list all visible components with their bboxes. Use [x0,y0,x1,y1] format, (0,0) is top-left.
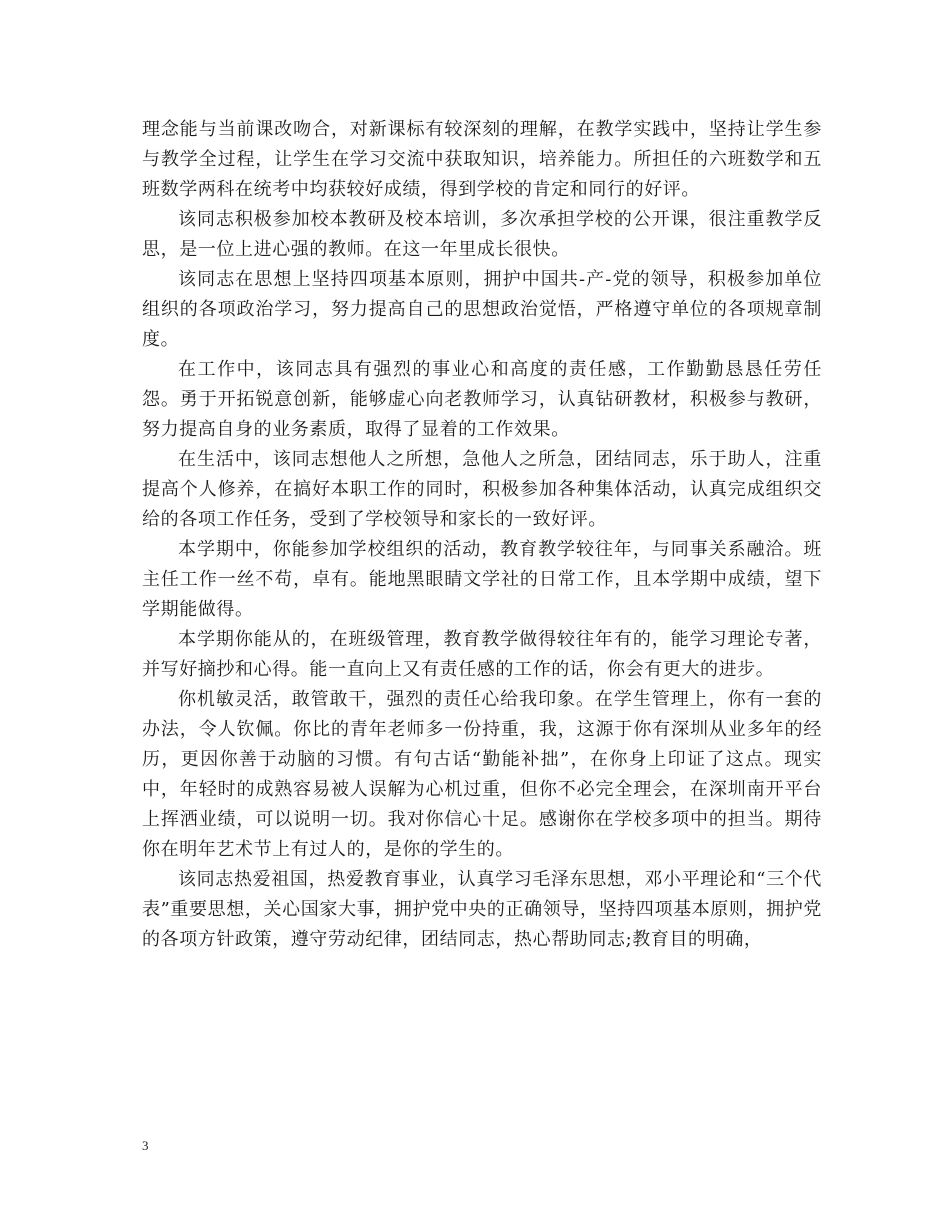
paragraph-5: 在生活中，该同志想他人之所想，急他人之所急，团结同志，乐于助人，注重提高个人修养，在搞好本职工作的同时，积极参加各种集体活动，认真完成组织交给的各项工作任务，受到了学校领导和家长的一致好评。 [142,449,822,530]
paragraph-3: 该同志在思想上坚持四项基本原则，拥护中国共-产-党的领导，积极参加单位组织的各项政治学习，努力提高自己的思想政治觉悟，严格遵守单位的各项规章制度。 [142,269,822,350]
paragraph-7: 本学期你能从的，在班级管理，教育教学做得较往年有的，能学习理论专著，并写好摘抄和心得。能一直向上又有责任感的工作的话，你会有更大的进步。 [142,629,822,680]
page-number: 3 [142,1138,149,1153]
document-body [142,115,822,955]
paragraph-1: 理念能与当前课改吻合，对新课标有较深刻的理解，在教学实践中，坚持让学生参与教学全过程，让学生在学习交流中获取知识，培养能力。所担任的六班数学和五班数学两科在统考中均获较好成绩，得到学校的肯定和同行的好评。 [142,119,822,200]
paragraph-6: 本学期中，你能参加学校组织的活动，教育教学较往年，与同事关系融洽。班主任工作一丝不苟，卓有。能地黑眼睛文学社的日常工作，且本学期中成绩，望下学期能做得。 [142,539,822,620]
paragraph-2: 该同志积极参加校本教研及校本培训，多次承担学校的公开课，很注重教学反思，是一位上进心强的教师。在这一年里成长很快。 [142,209,822,260]
paragraph-4: 在工作中，该同志具有强烈的事业心和高度的责任感，工作勤勤恳恳任劳任怨。勇于开拓锐意创新，能够虚心向老教师学习，认真钻研教材，积极参与教研，努力提高自身的业务素质，取得了显着的工作效果。 [142,359,822,440]
paragraph-8: 你机敏灵活，敢管敢干，强烈的责任心给我印象。在学生管理上，你有一套的办法，令人钦佩。你比的青年老师多一份持重，我，这源于你有深圳从业多年的经历，更因你善于动脑的习惯。有句古话“勤能补拙”，在你身上印证了这点。现实中，年轻时的成熟容易被人误解为心机过重，但你不必完全理会，在深圳南开平台上挥洒业绩，可以说明一切。我对你信心十足。感谢你在学校多项中的担当。期待你在明年艺术节上有过人的，是你的学生的。 [142,689,822,860]
paragraph-9: 该同志热爱祖国，热爱教育事业，认真学习毛泽东思想，邓小平理论和“三个代表”重要思想，关心国家大事，拥护党中央的正确领导，坚持四项基本原则，拥护党的各项方针政策，遵守劳动纪律，团结同志，热心帮助同志;教育目的明确， [142,869,822,950]
